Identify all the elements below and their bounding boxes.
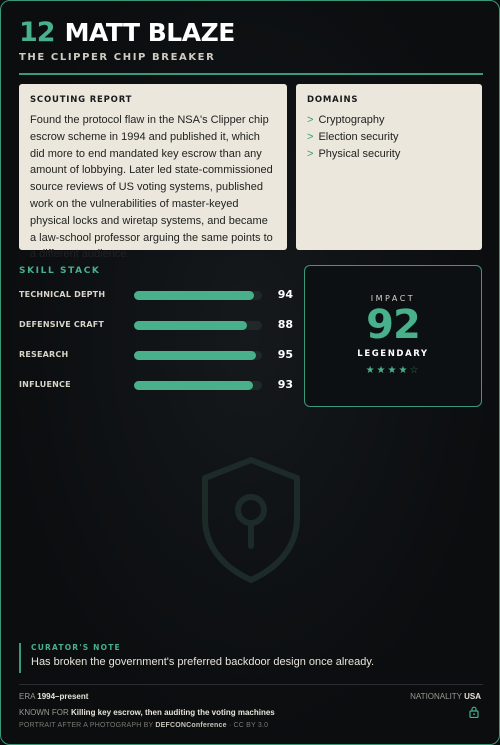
impact-box [304, 265, 482, 407]
player-subtitle: THE CLIPPER CHIP BREAKER [19, 52, 216, 63]
footer-divider [19, 684, 483, 685]
domains-heading: DOMAINS [307, 95, 359, 105]
known-for-value: Killing key escrow, then auditing the voting machines [71, 708, 275, 717]
domain-label: Cryptography [318, 114, 385, 126]
skill-bar-fill [134, 291, 254, 300]
impact-grade: LEGENDARY [357, 349, 429, 359]
skill-bar-track [134, 321, 262, 330]
nationality-label: NATIONALITY [410, 692, 462, 701]
star-rating [305, 365, 481, 376]
domain-label: Election security [318, 131, 399, 143]
skill-label: RESEARCH [19, 350, 69, 359]
skill-row [19, 318, 293, 334]
chevron-right-icon: > [307, 114, 314, 126]
player-name: MATT BLAZE [64, 18, 235, 47]
skill-bar-track [134, 291, 262, 300]
lock-icon [469, 706, 479, 718]
card-header [19, 17, 481, 63]
known-for-label: KNOWN FOR [19, 708, 69, 717]
domains-list [307, 112, 471, 163]
known-for-line [19, 708, 483, 717]
star-filled-icon: ★ [376, 365, 388, 376]
shield-keyhole-icon [199, 456, 303, 584]
domains-panel [296, 84, 482, 250]
chevron-right-icon: > [307, 131, 314, 143]
photo-credit [19, 722, 483, 729]
skill-label: TECHNICAL DEPTH [19, 290, 106, 299]
star-filled-icon: ★ [398, 365, 410, 376]
skill-stack-heading: SKILL STACK [19, 266, 101, 276]
skill-value: 95 [277, 348, 293, 361]
skill-row [19, 288, 293, 304]
impact-label: IMPACT [370, 294, 416, 303]
domain-label: Physical security [318, 148, 401, 160]
skill-bar-fill [134, 321, 247, 330]
curators-note [19, 643, 479, 673]
skill-row [19, 378, 293, 394]
credit-prefix: PORTRAIT AFTER A PHOTOGRAPH BY [19, 722, 154, 729]
skill-value: 88 [277, 318, 293, 331]
skill-label: DEFENSIVE CRAFT [19, 320, 105, 329]
star-empty-icon: ☆ [409, 365, 421, 376]
skill-value: 93 [277, 378, 293, 391]
scouting-report-heading: SCOUTING REPORT [30, 95, 133, 105]
era-value: 1994–present [37, 692, 89, 701]
domain-item [307, 112, 471, 129]
star-filled-icon: ★ [365, 365, 377, 376]
star-filled-icon: ★ [387, 365, 399, 376]
skill-bar-fill [134, 381, 253, 390]
skill-value: 94 [277, 288, 293, 301]
skill-bar-fill [134, 351, 256, 360]
chevron-right-icon: > [307, 148, 314, 160]
scouting-report-panel [19, 84, 287, 261]
skill-label: INFLUENCE [19, 380, 71, 389]
domain-item [307, 146, 471, 163]
nationality-line [410, 692, 481, 701]
credit-author: DEFCONConference [155, 722, 227, 729]
curators-note-heading: CURATOR'S NOTE [31, 643, 121, 652]
credit-license: · CC BY 3.0 [228, 722, 269, 729]
skill-bar-track [134, 351, 262, 360]
header-divider [19, 73, 483, 75]
curators-note-text: Has broken the government's preferred backdoor design once already. [31, 656, 375, 668]
impact-score: 92 [366, 302, 420, 348]
era-label: ERA [19, 692, 36, 701]
skill-bar-track [134, 381, 262, 390]
skill-row [19, 348, 293, 364]
scouting-report-text: Found the protocol flaw in the NSA's Clipper chip escrow scheme in 1994 and published it, which did more to end mandated key escrow than any amount of lobbying. Later led state-commissioned source reviews of US voting systems, published work on the vulnerabilities of master-keyed physical locks and wiretap systems, and became a law-school professor arguing the same points to a different audience. [30, 114, 273, 261]
domain-item [307, 129, 471, 146]
nationality-value: USA [464, 692, 481, 701]
card-number: 12 [19, 17, 55, 48]
